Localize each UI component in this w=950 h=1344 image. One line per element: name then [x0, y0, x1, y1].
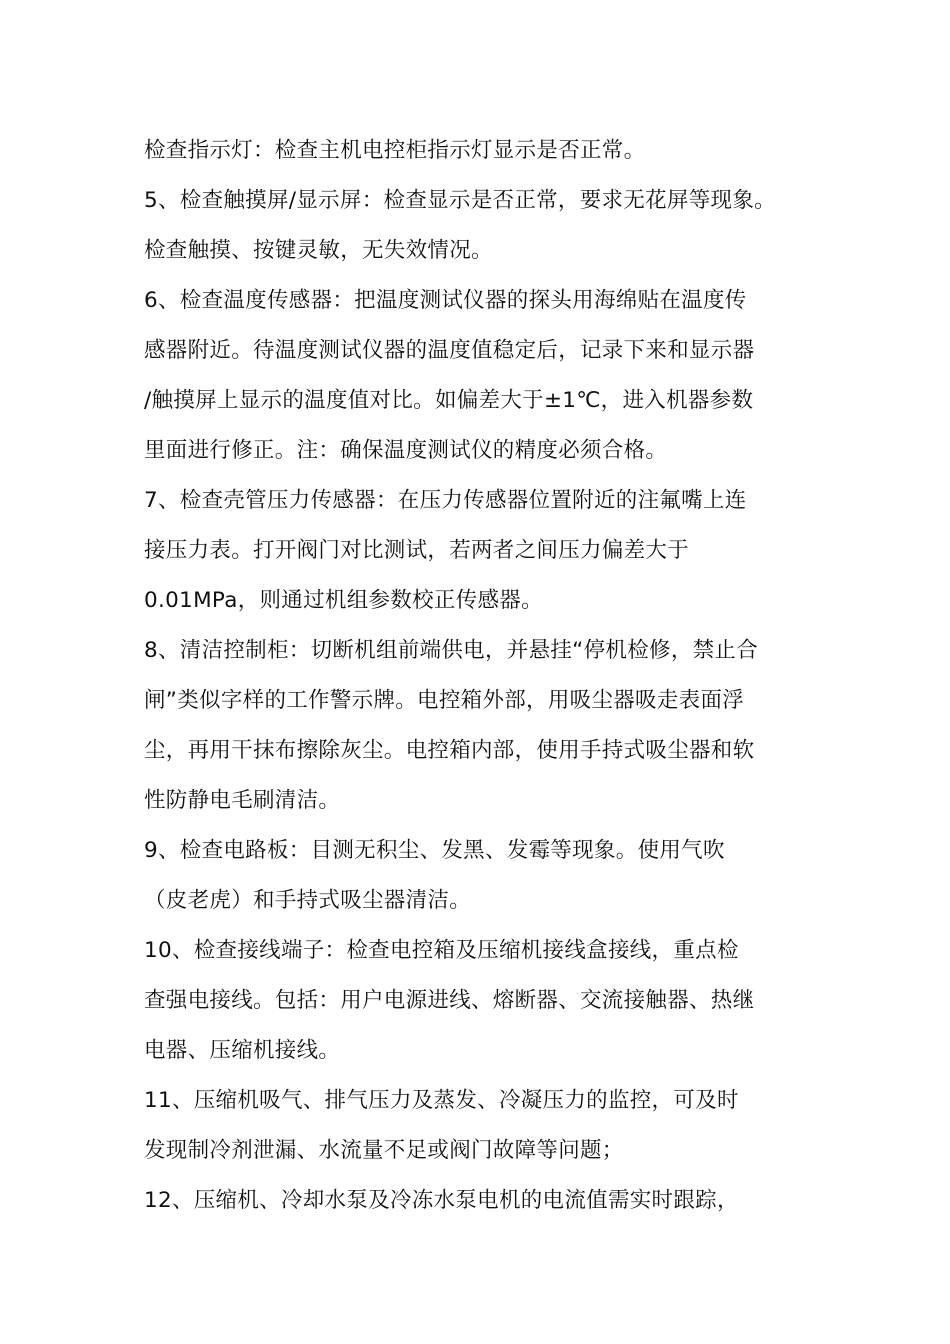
text-line: 8、清洁控制柜：切断机组前端供电，并悬挂“停机检修，禁止合 — [144, 638, 759, 663]
text-line: （皮老虎）和手持式吸尘器清洁。 — [144, 888, 472, 913]
text-line: 电器、压缩机接线。 — [144, 1038, 341, 1063]
text-line: 7、检查壳管压力传感器：在压力传感器位置附近的注氟嘴上连 — [144, 488, 747, 513]
text-line: 6、检查温度传感器：把温度测试仪器的探头用海绵贴在温度传 — [144, 288, 747, 313]
text-line: 12、压缩机、冷却水泵及冷冻水泵电机的电流值需实时跟踪， — [144, 1188, 739, 1213]
text-line: 闸”类似字样的工作警示牌。电控箱外部，用吸尘器吸走表面浮 — [144, 688, 745, 713]
text-line: 感器附近。待温度测试仪器的温度值稳定后，记录下来和显示器 — [144, 338, 755, 363]
text-line: 检查指示灯：检查主机电控柜指示灯显示是否正常。 — [144, 138, 646, 163]
text-line: 5、检查触摸屏/显示屏：检查显示是否正常，要求无花屏等现象。 — [144, 188, 776, 213]
text-line: 里面进行修正。注：确保温度测试仪的精度必须合格。 — [144, 438, 668, 463]
text-line: 9、检查电路板：目测无积尘、发黑、发霉等现象。使用气吹 — [144, 838, 725, 863]
text-line: 性防静电毛刷清洁。 — [144, 788, 341, 813]
text-line: 查强电接线。包括：用户电源进线、熔断器、交流接触器、热继 — [144, 988, 755, 1013]
text-line: 尘，再用干抹布擦除灰尘。电控箱内部，使用手持式吸尘器和软 — [144, 738, 755, 763]
text-line: /触摸屏上显示的温度值对比。如偏差大于±1℃，进入机器参数 — [144, 388, 754, 413]
text-line: 接压力表。打开阀门对比测试，若两者之间压力偏差大于 — [144, 538, 690, 563]
text-line: 检查触摸、按键灵敏，无失效情况。 — [144, 238, 493, 263]
text-line: 10、检查接线端子：检查电控箱及压缩机接线盒接线，重点检 — [144, 938, 739, 963]
text-line: 0.01MPa，则通过机组参数校正传感器。 — [144, 588, 543, 613]
text-line: 发现制冷剂泄漏、水流量不足或阀门故障等问题； — [144, 1138, 624, 1163]
text-line: 11、压缩机吸气、排气压力及蒸发、冷凝压力的监控，可及时 — [144, 1088, 739, 1113]
